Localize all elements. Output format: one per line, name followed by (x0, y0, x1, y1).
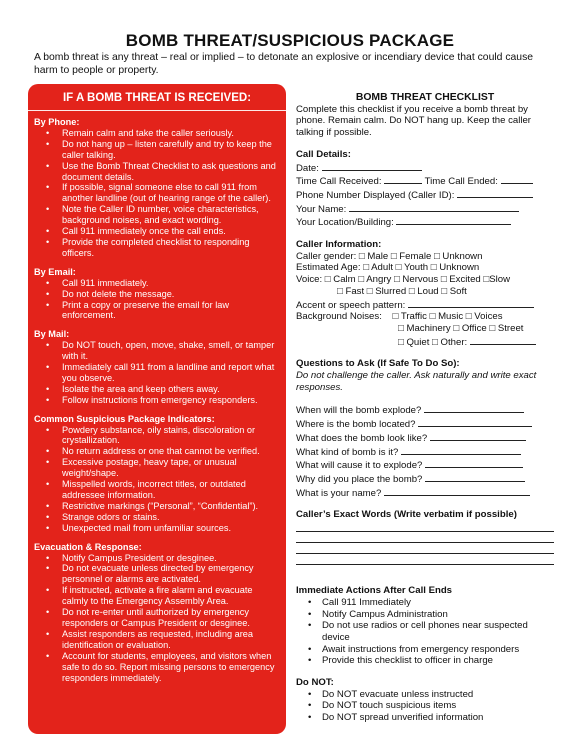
list-item: • Call 911 immediately. (62, 278, 280, 289)
voice-checkboxes-row1[interactable]: Voice: □ Calm □ Angry □ Nervous □ Excited □Slow (296, 274, 510, 286)
list-item: • Isolate the area and keep others away. (62, 384, 280, 395)
list-item: • Call 911 immediately once the call ends. (62, 226, 280, 237)
list-item: • Do not hang up – listen carefully and try to keep the caller talking. (62, 139, 280, 161)
list-item: • Follow instructions from emergency responders. (62, 395, 280, 406)
call-time-fields[interactable]: Time Call Received: Time Call Ended: (296, 174, 554, 188)
checklist-title: BOMB THREAT CHECKLIST (355, 92, 495, 103)
list-item: • Do not use radios or cell phones near suspected device (322, 620, 554, 643)
section-title: Common Suspicious Package Indicators: (34, 413, 215, 424)
list-item: • Do NOT touch, open, move, shake, smell, or tamper with it. (62, 340, 280, 362)
date-field[interactable]: Date: (296, 161, 554, 175)
location-field[interactable]: Your Location/Building: (296, 215, 554, 229)
questions-title: Questions to Ask (If Safe To Do So): (296, 358, 460, 370)
question-row[interactable]: Why did you place the bomb? (296, 472, 554, 486)
bomb-threat-checklist (296, 92, 554, 724)
caller-id-field[interactable]: Phone Number Displayed (Caller ID): (296, 188, 554, 202)
list-item: • Print a copy or preserve the email for law enforcement. (62, 300, 280, 322)
checklist-intro: Complete this checklist if you receive a bomb threat by phone. Remain calm. Do NOT hang up. Keep the caller talking if possible. (296, 103, 531, 139)
question-row[interactable]: What is your name? (296, 486, 554, 500)
accent-field[interactable]: Accent or speech pattern: (296, 298, 554, 312)
list-item: • Do NOT spread unverified information (322, 712, 554, 724)
gender-checkboxes[interactable]: Caller gender: □ Male □ Female □ Unknown (296, 250, 483, 262)
question-row[interactable]: What will cause it to explode? (296, 458, 554, 472)
background-noises-row2[interactable]: □ Machinery □ Office □ Street (398, 322, 524, 334)
questions-note: Do not challenge the caller. Ask naturally and write exact responses. (296, 370, 537, 393)
list-item: • Excessive postage, heavy tape, or unusual weight/shape. (62, 457, 280, 479)
question-row[interactable]: What does the bomb look like? (296, 431, 554, 445)
actions-list (296, 597, 554, 667)
list-item: • If possible, signal someone else to call 911 from another landline (out of hearing range of the caller). (62, 182, 280, 204)
background-noises-row3[interactable]: □ Quiet □ Other: (296, 335, 554, 349)
list-item: • Do not delete the message. (62, 289, 280, 300)
question-row[interactable]: Where is the bomb located? (296, 417, 554, 431)
bomb-threat-response-panel (28, 84, 286, 734)
list-item: • Account for students, employees, and visitors when safe to do so. Report missing persons to emergency responders immediately. (62, 651, 280, 684)
list-item: • Misspelled words, incorrect titles, or outdated addressee information. (62, 479, 280, 501)
list-item: • Await instructions from emergency responders (322, 644, 554, 656)
section-evacuation (34, 542, 280, 684)
list-item: • Powdery substance, oily stains, discoloration or crystallization. (62, 425, 280, 447)
section-title: By Phone: (34, 117, 80, 127)
list-item: • Immediately call 911 from a landline and report what you observe. (62, 362, 280, 384)
list-item: • Provide the completed checklist to responding officers. (62, 237, 280, 259)
intro-paragraph: A bomb threat is any threat – real or implied – to detonate an explosive or incendiary device that could cause harm to people or property. (34, 52, 534, 76)
exact-words-lines[interactable] (296, 521, 554, 565)
list-item: • Notify Campus President or desginee. (62, 553, 280, 564)
list-item: • Notify Campus Administration (322, 609, 554, 621)
list-item: • Strange odors or stains. (62, 512, 280, 523)
age-checkboxes[interactable]: Estimated Age: □ Adult □ Youth □ Unknown (296, 262, 480, 274)
question-row[interactable]: What kind of bomb is it? (296, 445, 554, 459)
list-item: • Do not re-enter until authorized by emergency responders or Campus President or desginee. (62, 607, 280, 629)
voice-checkboxes-row2[interactable]: □ Fast □ Slurred □ Loud □ Soft (337, 285, 467, 297)
list-item: • If instructed, activate a fire alarm and evacuate calmly to the Emergency Assembly Area. (62, 585, 280, 607)
section-title: By Email: (34, 266, 76, 277)
list-item: • Do NOT touch suspicious items (322, 700, 554, 712)
list-item: • Assist responders as requested, including area identification or evaluation. (62, 629, 280, 651)
background-noises[interactable]: Background Noises: □ Traffic □ Music □ Voices (296, 311, 503, 323)
do-not-title: Do NOT: (296, 677, 334, 689)
section-by-phone (34, 117, 280, 259)
do-not-list (296, 689, 554, 724)
panel-heading: IF A BOMB THREAT IS RECEIVED: (28, 91, 286, 111)
list-item: • Do NOT evacuate unless instructed (322, 689, 554, 701)
list-item: • Note the Caller ID number, voice characteristics, background noises, and exact wording. (62, 204, 280, 226)
list-item: • Do not evacuate unless directed by emergency personnel or alarms are activated. (62, 563, 280, 585)
section-by-mail (34, 329, 280, 405)
exact-words-title: Caller’s Exact Words (Write verbatim if possible) (296, 509, 517, 521)
call-details-title: Call Details: (296, 148, 351, 160)
list-item: • Remain calm and take the caller seriously. (62, 128, 280, 139)
list-item: • Restrictive markings (“Personal”, “Confidential”). (62, 501, 280, 512)
section-title: Evacuation & Response: (34, 541, 142, 552)
caller-info-title: Caller Information: (296, 239, 382, 251)
section-package-indicators (34, 414, 280, 534)
list-item: • Call 911 Immediately (322, 597, 554, 609)
your-name-field[interactable]: Your Name: (296, 202, 554, 216)
list-item: • No return address or one that cannot be verified. (62, 446, 280, 457)
page-title: BOMB THREAT/SUSPICIOUS PACKAGE (125, 31, 455, 50)
list-item: • Provide this checklist to officer in charge (322, 655, 554, 667)
section-title: By Mail: (34, 329, 70, 340)
actions-title: Immediate Actions After Call Ends (296, 585, 453, 597)
question-row[interactable]: When will the bomb explode? (296, 403, 554, 417)
list-item: • Use the Bomb Threat Checklist to ask questions and document details. (62, 161, 280, 183)
list-item: • Unexpected mail from unfamiliar sources. (62, 523, 280, 534)
section-by-email (34, 267, 280, 322)
